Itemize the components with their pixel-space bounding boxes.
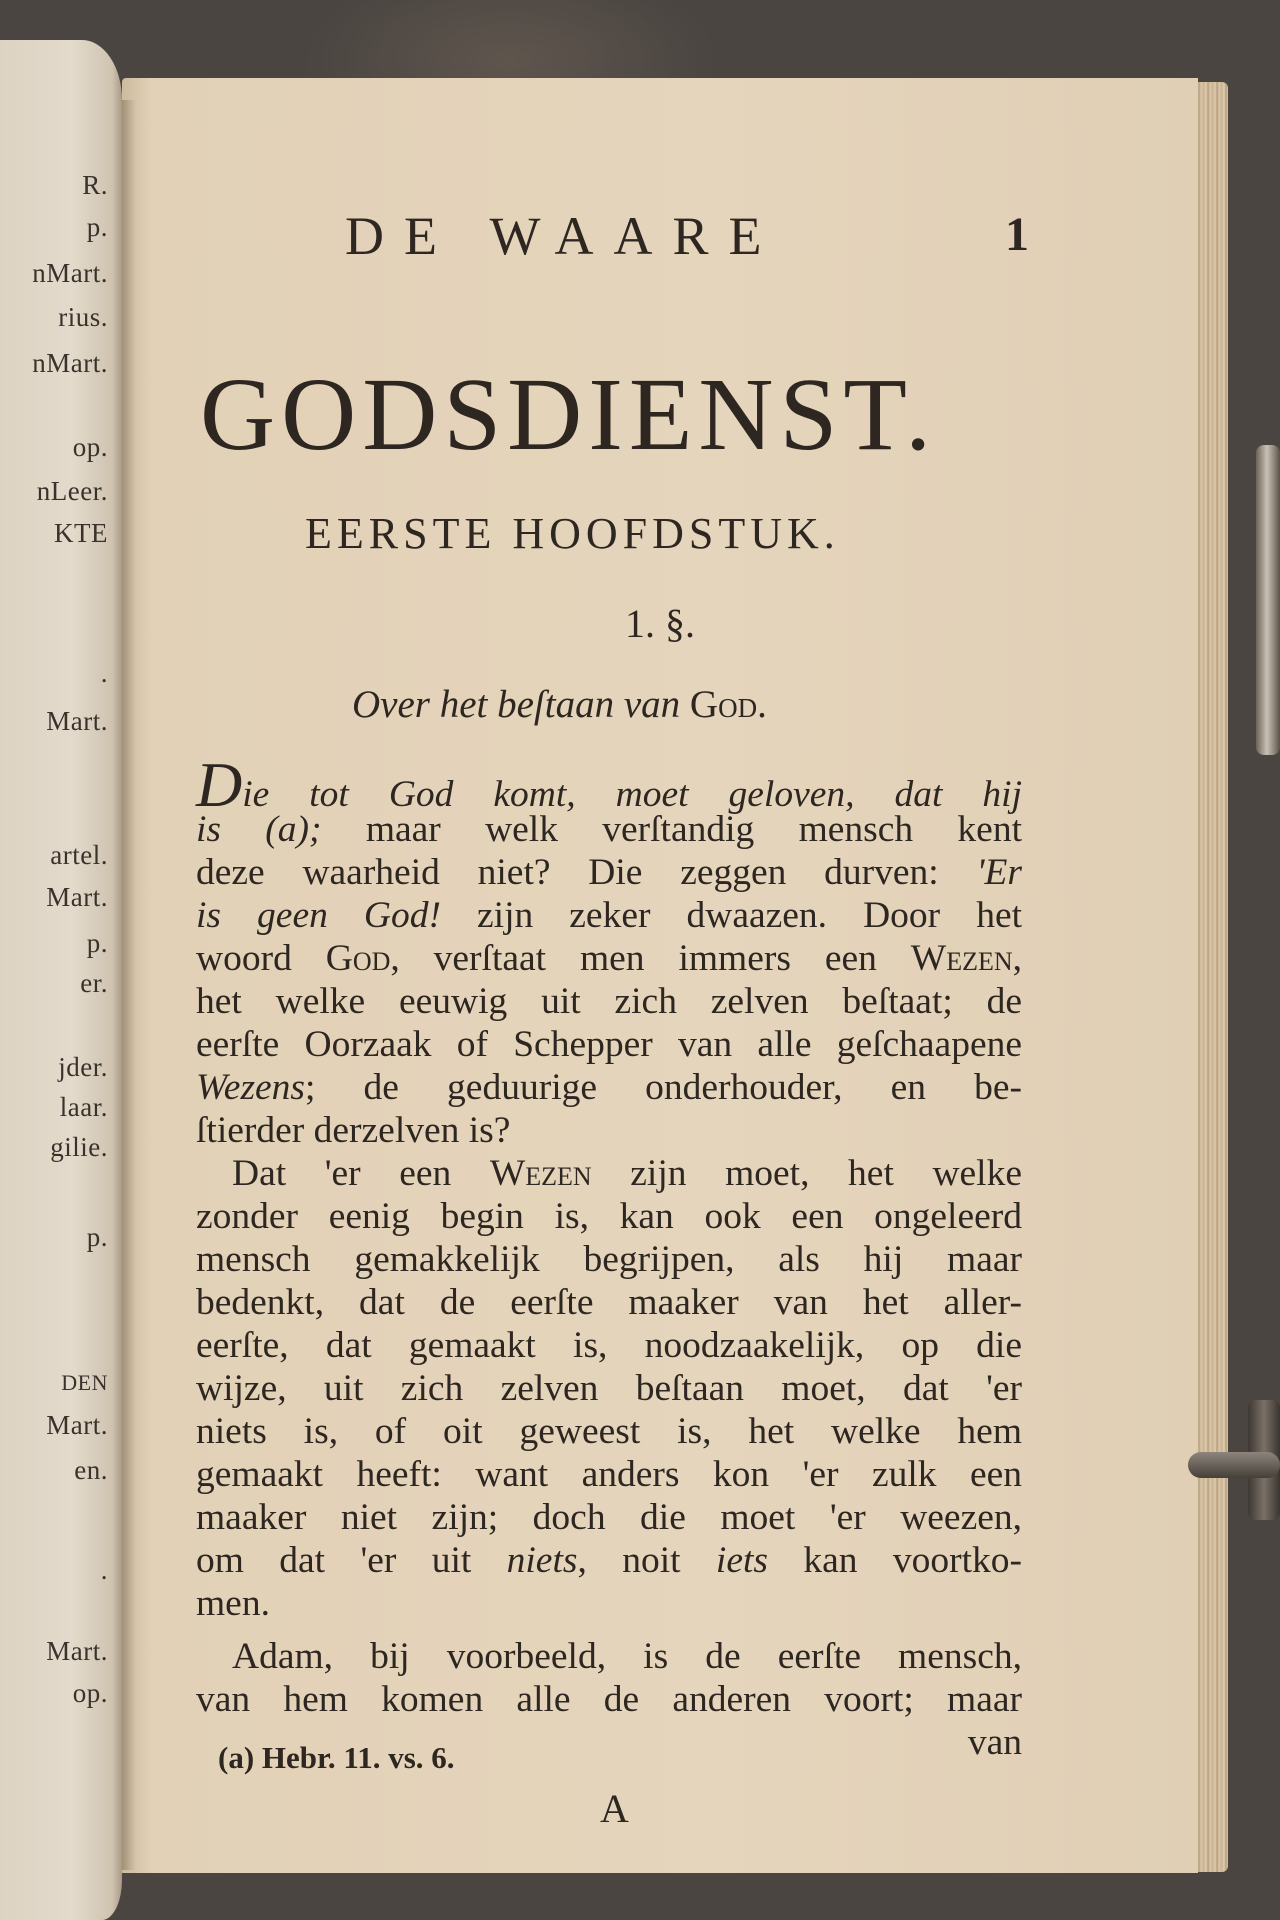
page-number: 1: [1005, 208, 1029, 261]
margin-fragment: DEN: [61, 1370, 108, 1395]
subtitle-italic: Over het beſtaan van: [352, 683, 681, 726]
margin-fragment: laar.: [59, 1092, 108, 1122]
text-line: ſtierder derzelven is?: [196, 1110, 511, 1151]
margin-fragment: p.: [86, 1222, 108, 1252]
subtitle-smallcaps: God.: [689, 683, 767, 726]
margin-fragment: rius.: [58, 302, 108, 332]
margin-fragment: nLeer.: [36, 476, 108, 506]
margin-fragment: nMart.: [32, 258, 108, 288]
text-line: [196, 1066, 1022, 1109]
section-subtitle: [352, 682, 767, 727]
margin-fragment: gilie.: [50, 1132, 108, 1162]
text-span: zijn moet, het welke: [630, 1153, 1022, 1194]
margin-fragment: artel.: [50, 840, 108, 870]
margin-fragment: KTE: [54, 518, 108, 548]
text-line: maaker niet zijn; doch die moet 'er weezen,: [196, 1497, 1022, 1538]
text-span: Wezens: [196, 1067, 306, 1108]
signature-mark: A: [600, 1786, 629, 1831]
footnote: (a) Hebr. 11. vs. 6.: [218, 1740, 455, 1775]
text-span: om dat 'er uit: [196, 1540, 472, 1581]
text-line: [196, 894, 1022, 937]
text-line: het welke eeuwig uit zich zelven beſtaat; de: [196, 981, 1022, 1022]
text-line: mensch gemakkelijk begrijpen, als hij maar: [196, 1239, 1022, 1280]
text-span: ie tot God komt, moet geloven, dat hij: [242, 774, 1022, 815]
text-line: Adam, bij voorbeeld, is de eerſte mensch,: [232, 1636, 1022, 1677]
paragraph-gap: [196, 1625, 1022, 1635]
text-span: Dat 'er een: [232, 1153, 452, 1194]
margin-fragment: p.: [86, 212, 108, 242]
text-line: eerſte Oorzaak of Schepper van alle geſchaapene: [196, 1024, 1022, 1065]
margin-fragment: Mart.: [46, 1410, 108, 1440]
margin-fragment: R.: [82, 170, 108, 200]
drop-cap: D: [196, 749, 243, 820]
main-title: GODSDIENST.: [200, 357, 938, 472]
text-span: ,: [1012, 938, 1022, 979]
section-number: 1. §.: [625, 601, 695, 646]
margin-fragment: jder.: [58, 1052, 108, 1082]
margin-fragment: Mart.: [46, 706, 108, 736]
text-span: is geen God!: [196, 895, 441, 936]
text-line: [196, 749, 1022, 820]
margin-fragment: .: [100, 658, 108, 688]
text-span: kan voortko-: [803, 1540, 1022, 1581]
body-text: [196, 749, 1023, 1764]
margin-fragment: er.: [80, 968, 108, 998]
text-span: 'Er: [976, 852, 1023, 893]
text-line: [196, 1152, 1022, 1195]
text-span: ; de geduurige onderhouder, en be-: [305, 1067, 1022, 1108]
text-span: God: [325, 938, 391, 979]
margin-fragment: Mart.: [46, 882, 108, 912]
margin-fragment: Mart.: [46, 1636, 108, 1666]
text-line: zonder eenig begin is, kan ook een ongeleerd: [196, 1196, 1022, 1237]
text-span: , verſtaat men immers een: [390, 938, 877, 979]
text-line: van hem komen alle de anderen voort; maar: [196, 1679, 1022, 1720]
margin-fragment: op.: [72, 1678, 108, 1708]
text-span: , noit: [577, 1540, 681, 1581]
text-line: bedenkt, dat de eerſte maaker van het aller-: [196, 1282, 1022, 1323]
text-span: maar welk verſtandig mensch kent: [365, 809, 1022, 850]
text-span: zijn zeker dwaazen. Door het: [477, 895, 1023, 936]
text-line: wijze, uit zich zelven beſtaan moet, dat 'er: [196, 1368, 1022, 1409]
chapter-heading: EERSTE HOOFDSTUK.: [305, 509, 840, 558]
text-line: niets is, of oit geweest is, het welke hem: [196, 1411, 1022, 1452]
margin-fragment: nMart.: [32, 348, 108, 378]
margin-fragment: en.: [74, 1455, 108, 1485]
text-span: is (a);: [196, 809, 322, 850]
text-span: woord: [196, 938, 292, 979]
text-span: Wezen: [489, 1153, 592, 1194]
text-line: [196, 1539, 1022, 1582]
text-line: eerſte, dat gemaakt is, noodzaakelijk, op die: [196, 1325, 1022, 1366]
margin-fragment: .: [100, 1555, 108, 1585]
text-line: [196, 808, 1022, 851]
text-span: Wezen: [910, 938, 1013, 979]
text-line: [196, 851, 1022, 894]
catchword: van: [967, 1722, 1022, 1763]
text-span: deze waarheid niet? Die zeggen durven:: [196, 852, 939, 893]
text-line: gemaakt heeft: want anders kon 'er zulk een: [196, 1454, 1022, 1495]
text-line: [196, 937, 1022, 980]
margin-fragment: op.: [72, 432, 108, 462]
margin-fragment: p.: [86, 928, 108, 958]
text-span: iets: [715, 1540, 768, 1581]
text-span: niets: [506, 1540, 578, 1581]
running-head: DE WAARE: [345, 206, 782, 266]
text-line: men.: [196, 1583, 270, 1624]
